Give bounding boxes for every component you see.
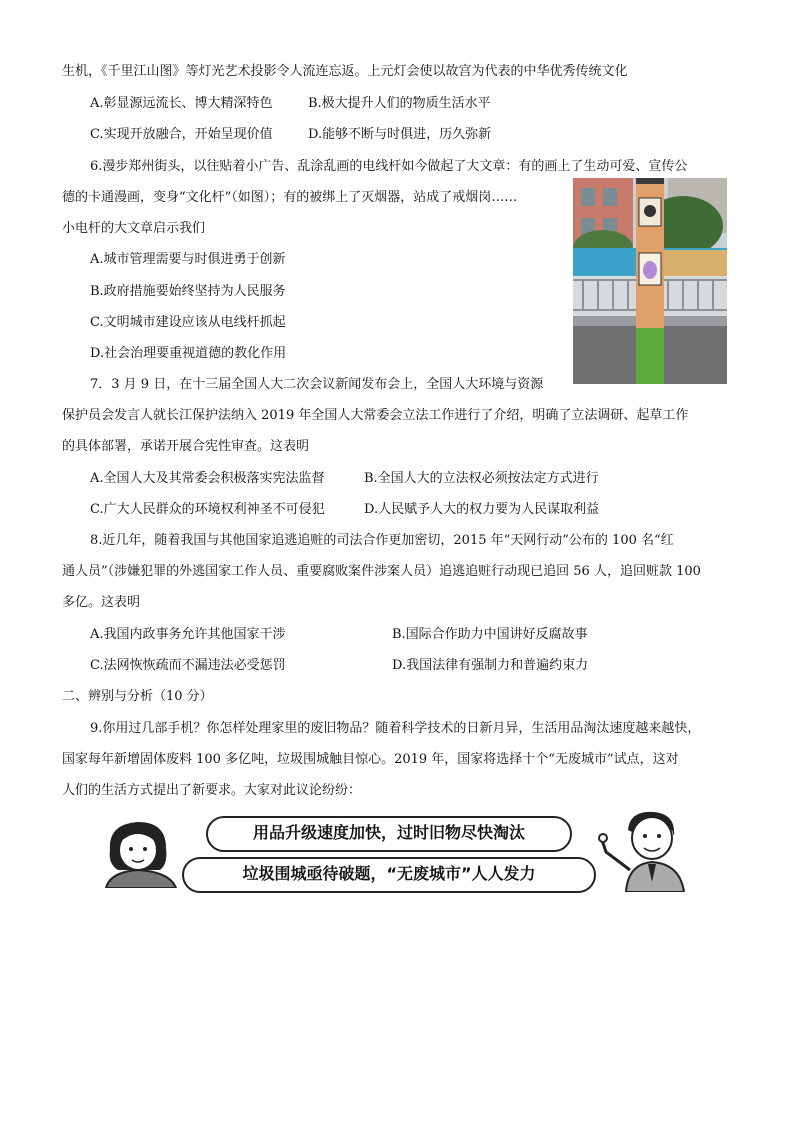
q6-stem: 6.漫步郑州街头，以往贴着小广告、乱涂乱画的电线杆如今做起了大文章：有的画上了生动可爱、宣传公 [90,159,688,174]
q9-stem: 国家每年新增固体废料 100 多亿吨，垃圾围城触目惊心。2019 年，国家将选择十个“无废城市”试点，这对 [62,752,679,767]
q8-option-b: B.国际合作助力中国讲好反腐故事 [392,627,588,642]
text-line: 生机，《千里江山图》等灯光艺术投影令人流连忘返。上元灯会使以故宫为代表的中华优秀传统文化 [62,64,628,79]
q7-option-b: B.全国人大的立法权必须按法定方式进行 [364,471,599,486]
q8-option-c: C.法网恢恢疏而不漏违法必受惩罚 [90,658,286,673]
q5-option-c: C.实现开放融合，开始呈现价值 [90,127,273,142]
pole-photo [573,178,727,384]
q9-stem: 9.你用过几部手机？你怎样处理家里的废旧物品？随着科学技术的日新月异，生活用品淘汰速度越来越快， [90,721,701,736]
q6-option-a: A.城市管理需要与时俱进勇于创新 [90,252,286,267]
q6-stem: 小电杆的大文章启示我们 [62,221,206,236]
girl-figure-icon [100,818,182,892]
q5-option-a: A.彰显源远流长、博大精深特色 [90,96,273,111]
boy-figure-icon [598,808,694,896]
q6-option-d: D.社会治理要重视道德的教化作用 [90,346,287,361]
q6-stem: 德的卡通漫画，变身“文化杆”（如图）；有的被绑上了灭烟器，站成了戒烟岗…… [62,190,518,205]
q8-stem: 多亿。这表明 [62,595,141,610]
q7-option-a: A.全国人大及其常委会积极落实宪法监督 [90,471,325,486]
q5-option-d: D.能够不断与时俱进，历久弥新 [308,127,492,142]
section-heading: 二、辨别与分析（10 分） [62,689,213,704]
q8-option-a: A.我国内政事务允许其他国家干涉 [90,627,286,642]
speech-bubble-text: 用品升级速度加快，过时旧物尽快淘汰 [252,823,525,842]
q7-stem: 保护员会发言人就长江保护法纳入 2019 年全国人大常委会立法工作进行了介绍，明确了立法调研、起草工作 [62,408,689,423]
q8-stem: 8.近几年，随着我国与其他国家追逃追赃的司法合作更加密切，2015 年“天网行动”公布的 100 名“红 [90,533,674,548]
q6-option-c: C.文明城市建设应该从电线杆抓起 [90,315,286,330]
speech-bubble-text: 垃圾围城亟待破题，“无废城市”人人发力 [242,864,536,883]
q8-stem: 通人员”（涉嫌犯罪的外逃国家工作人员、重要腐败案件涉案人员）追逃追赃行动现已追回 56 人，追回赃款 100 [62,564,701,579]
q8-option-d: D.我国法律有强制力和普遍约束力 [392,658,589,673]
q7-option-d: D.人民赋予人大的权力要为人民谋取利益 [364,502,600,517]
speech-bubble-bottom [182,857,596,893]
speech-bubble-top [206,816,572,852]
q7-stem: 7．3 月 9 日，在十三届全国人大二次会议新闻发布会上，全国人大环境与资源 [90,377,544,392]
q7-option-c: C.广大人民群众的环境权利神圣不可侵犯 [90,502,325,517]
q5-option-b: B.极大提升人们的物质生活水平 [308,96,491,111]
q9-stem: 人们的生活方式提出了新要求。大家对此议论纷纷： [62,783,362,798]
q6-option-b: B.政府措施要始终坚持为人民服务 [90,284,286,299]
q7-stem: 的具体部署，承诺开展合宪性审查。这表明 [62,439,310,454]
